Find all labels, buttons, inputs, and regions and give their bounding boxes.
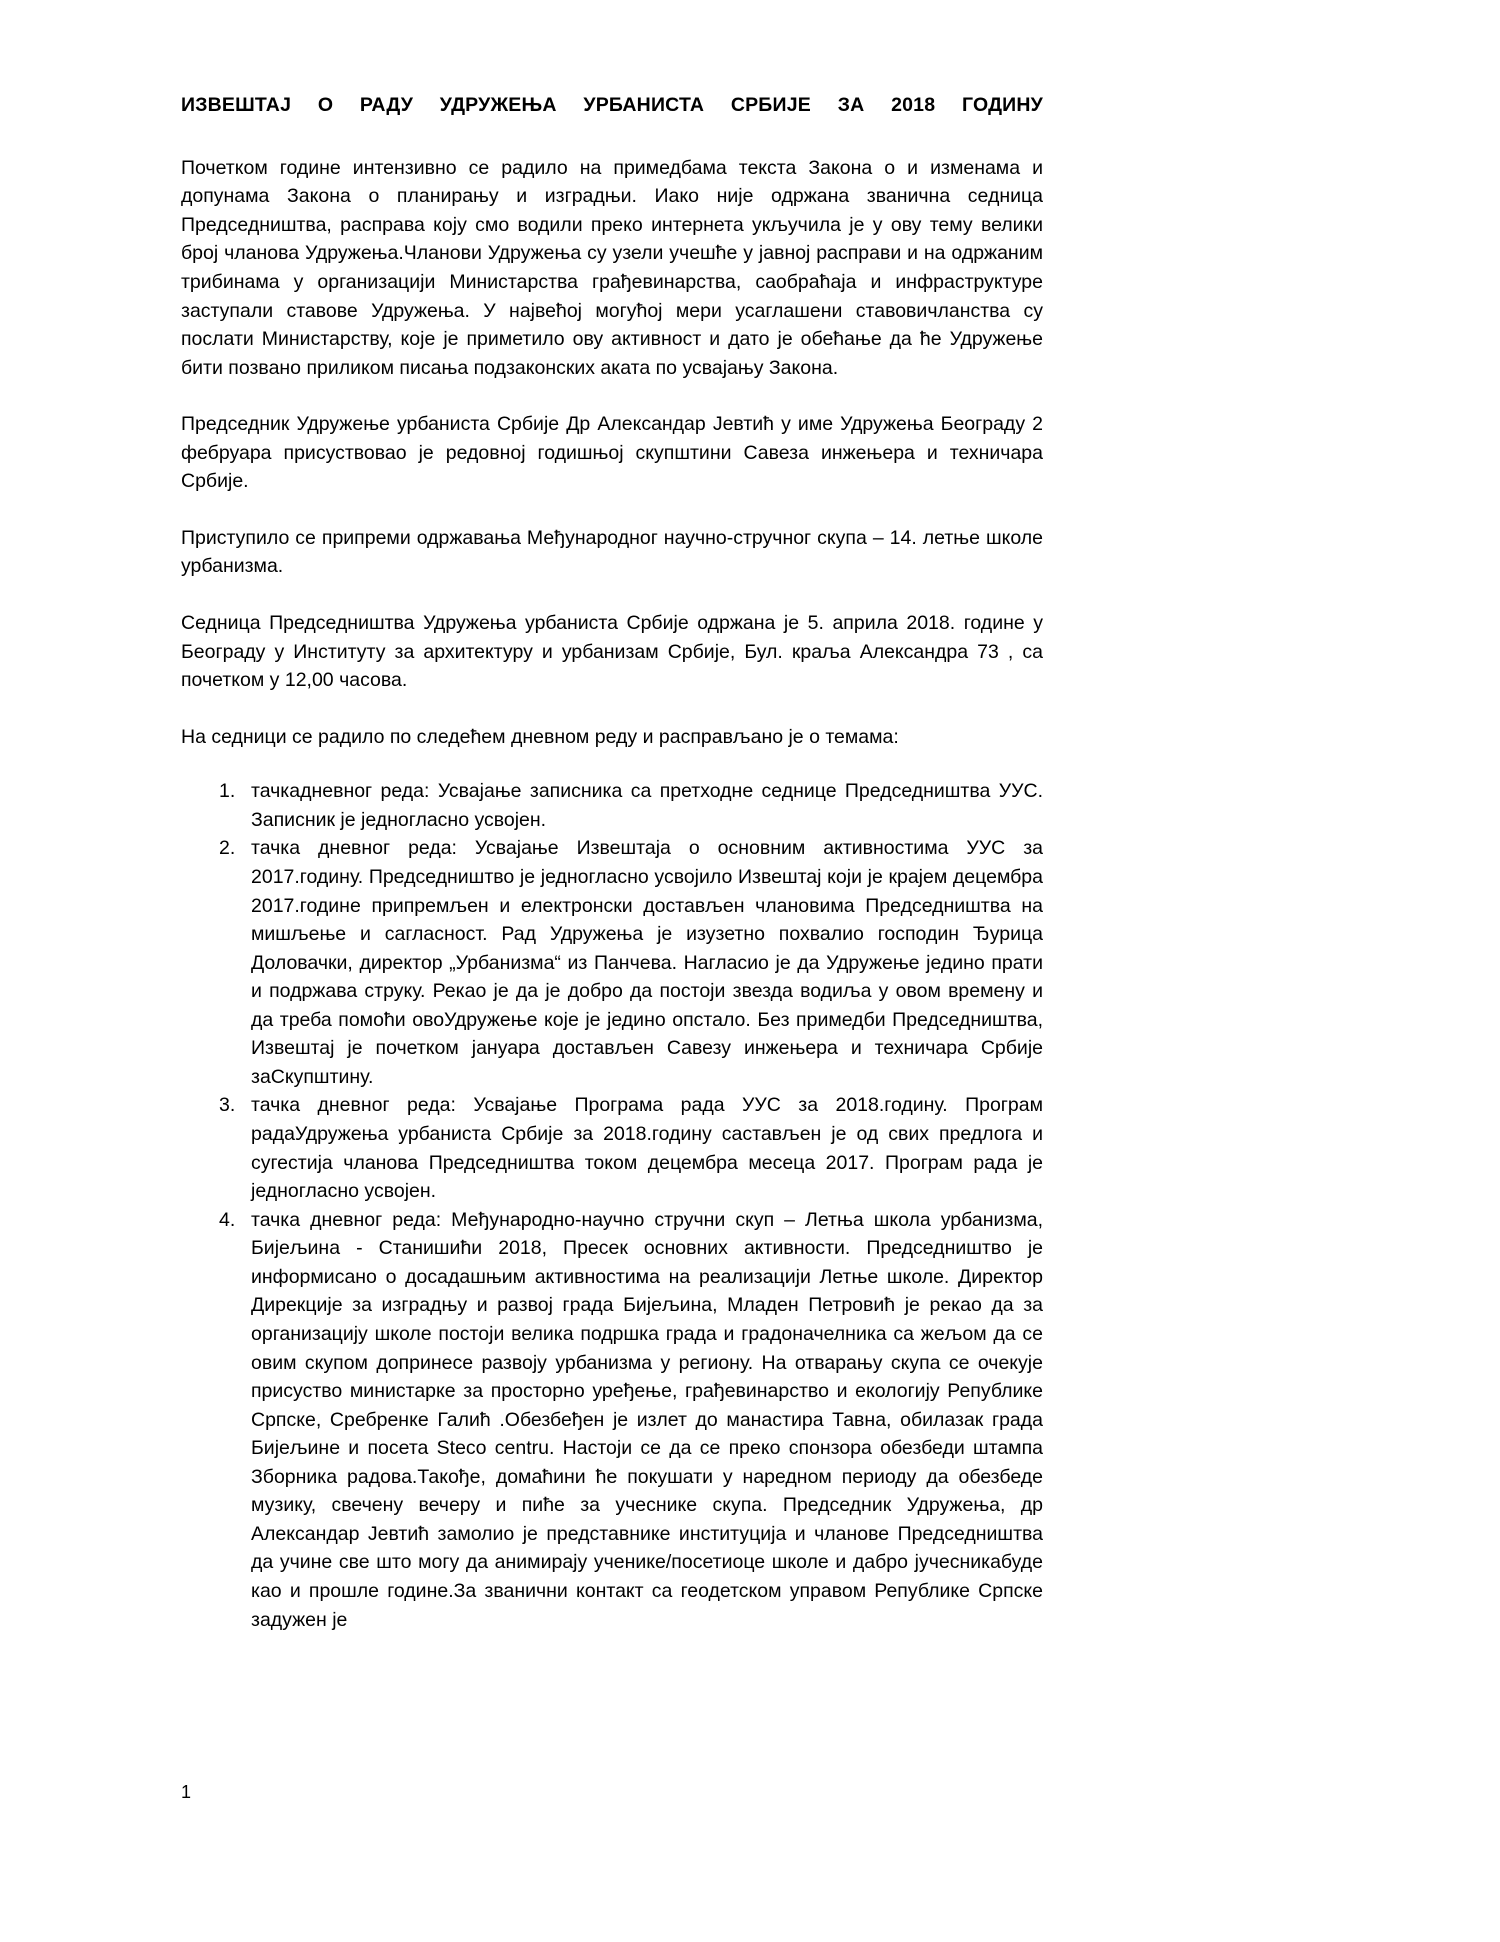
document-body xyxy=(181,92,1043,1634)
page-title xyxy=(181,92,1043,120)
spacer xyxy=(181,382,1043,410)
paragraph-intro: Почетком године интензивно се радило на примедбама текста Закона о и изменама и допунама Закона о планирању и изградњи. Иако није одржана званична седница Председништва, расправа коју смо водили преко интернета укључила је у ову тему велики број чланова Удружења.Чланови Удружења су узели учешће у јавној расправи и на одржаним трибинама у организацији Министарства грађевинарства, саобраћаја и инфраструктуре заступали ставове Удружења. У највећој могућој мери усаглашени ставовичланства су послати Министарству, које је приметило ову активност и дато је обећање да ће Удружење бити позвано приликом писања подзаконских аката по усвајању Закона. xyxy=(181,156,1043,379)
spacer xyxy=(181,120,1043,154)
agenda-item-4: тачка дневног реда: Међународно-научно стручни скуп – Летња школа урбанизма, Бијељина - Станишићи 2018, Пресек основних активности. Председништво је информисано о досадашњим активностима на реализацији Летње школе. Директор Дирекције за изградњу и развој града Бијељина, Младен Петровић је рекао да за организацију школе постоји велика подршка града и градоначелника са жељом да се овим скупом допринесе развоју урбанизма у региону. На отварању скупа се очекује присуство министарке за просторно уређење, грађевинарство и екологију Републике Српске, Сребренке Галић .Обезбеђен је излет до манастира Тавна, обилазак града Бијељине и посета Steco centru. Настоји се да се преко спонзора обезбеди штампа Зборника радова.Такође, домаћини ће покушати у наредном периоду да обезбеде музику, свечену вечеру и пиће за учеснике скупа. Председник Удружења, др Александар Јевтић замолио је представнике институција и чланове Председништва да учине све што могу да анимирају ученике/посетиоце школе и дабро јучесникабуде као и прошле године.За званични контакт са геодетском управом Републике Српске задужен је xyxy=(251,1208,1043,1631)
page-title-main: ИЗВЕШТАЈ О РАДУ УДРУЖЕЊА УРБАНИСТА СРБИЈЕ xyxy=(181,94,811,116)
agenda-item-2: тачка дневног реда: Усвајање Извештаја о основним активностима УУС за 2017.годину. Председништво је једногласно усвојило Извештај који је крајем децембра 2017.године припремљен и електронски достављен члановима Председништва на мишљење и сагласност. Рад Удружења је изузетно похвалио господин Ђурица Доловачки, директор „Урбанизма“ из Панчева. Нагласио је да Удружење једино прати и подржава струку. Рекао је да је добро да постоји звезда водиља у овом времену и да треба помоћи овоУдружење које је једино опстало. Без примедби Председништва, Извештај је почетком јануара достављен Савезу инжењера и техничара Србије заСкупштину. xyxy=(251,837,1043,1088)
spacer xyxy=(181,751,1043,777)
page-number: 1 xyxy=(181,1782,192,1802)
paragraph-president-assembly: Председник Удружење урбаниста Србије Др Александар Јевтић у име Удружења Београду 2 фебруара присуствовао је редовној годишњој скупштини Савеза инжењера и техничара Србије. xyxy=(181,413,1043,493)
paragraph-session-details: Седница Председништва Удружења урбаниста Србије одржана је 5. априла 2018. године у Београду у Институту за архитектуру и урбанизам Србије, Бул. краља Александра 73 , са почетком у 12,00 часова. xyxy=(181,612,1043,692)
paragraph-agenda-intro: На седници се радило по следећем дневном реду и расправљано је о темама: xyxy=(181,725,899,748)
agenda-item-1: тачкадневног реда: Усвајање записника са претходне седнице Председништва УУС. Записник је једногласно усвојен. xyxy=(251,780,1043,831)
paragraph-summer-school-prep: Приступило се припреми одржавања Међународног научно-стручног скупа – 14. летње школе урбанизма. xyxy=(181,526,1043,578)
agenda-list xyxy=(181,777,1043,1634)
spacer xyxy=(181,496,1043,524)
spacer xyxy=(181,695,1043,723)
page-title-tail: ЗА 2018 ГОДИНУ xyxy=(837,94,1043,116)
agenda-item-3: тачка дневног реда: Усвајање Програма рада УУС за 2018.годину. Програм радаУдружења урбаниста Србије за 2018.годину састављен је од свих предлога и сугестија чланова Председништва током децембра месеца 2017. Програм рада је једногласно усвојен. xyxy=(251,1094,1043,1203)
spacer xyxy=(181,581,1043,609)
